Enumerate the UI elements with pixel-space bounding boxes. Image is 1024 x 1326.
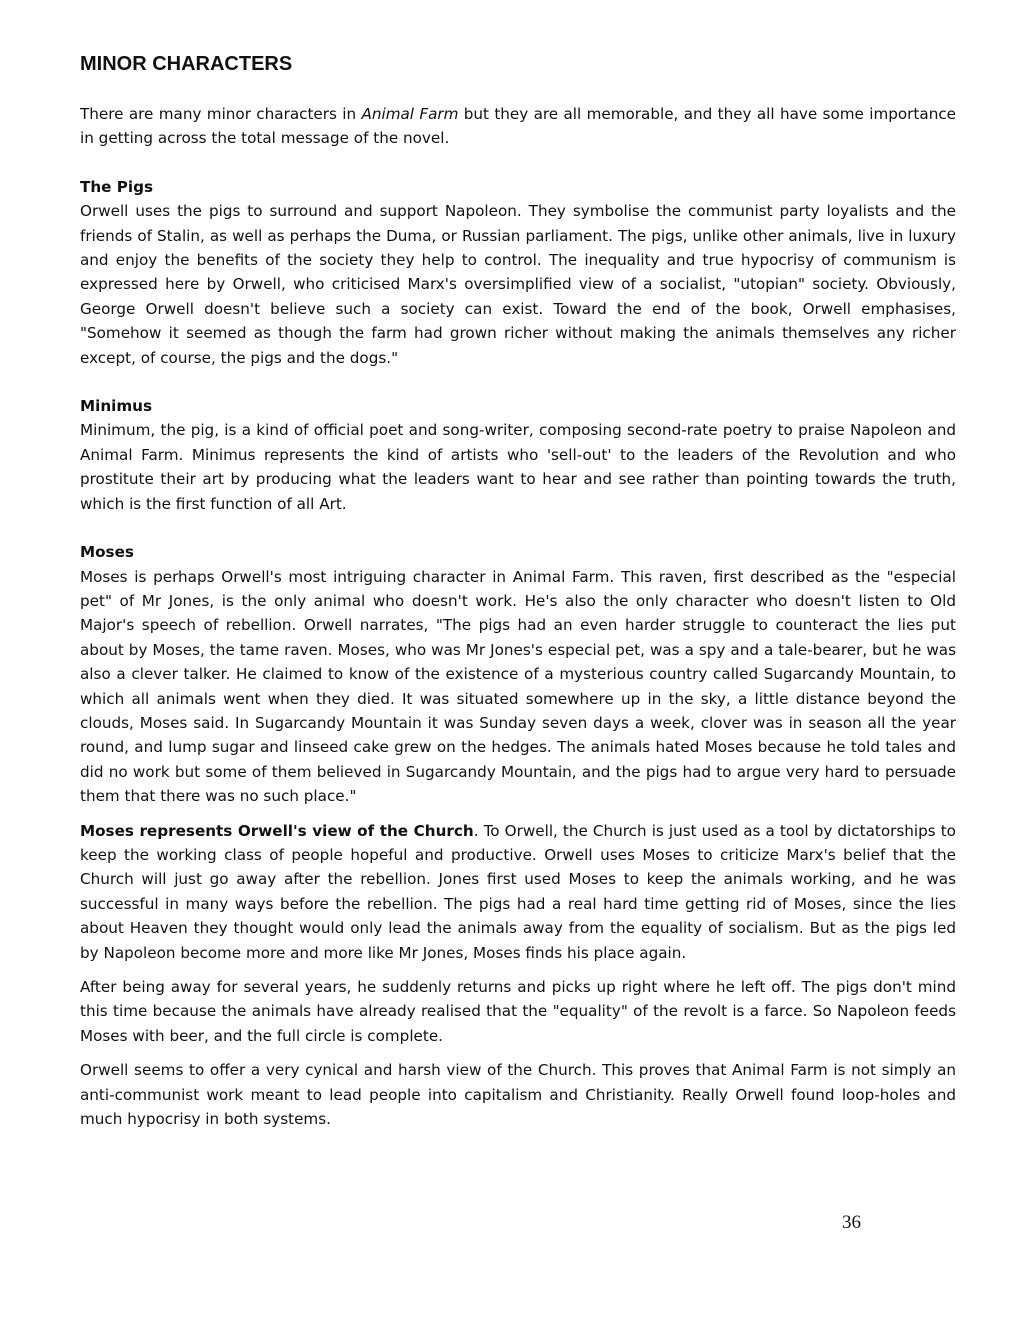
section-heading-minimus: Minimus [80,397,153,416]
moses-church-lead: Moses represents Orwell's view of the Church [80,821,474,840]
page-title: MINOR CHARACTERS [80,53,293,75]
intro-text-end: but they are all memorable, and they all have some importance in getting across the total message of the novel. [80,105,957,148]
moses-cynical-paragraph: Orwell seems to offer a very cynical and harsh view of the Church. This proves that Animal Farm is not simply an anti-communist work meant to lead people into capitalism and Christianity. Really Orwell found loop-holes and much hypocrisy in both systems. [80,1061,956,1129]
moses-return-paragraph: After being away for several years, he suddenly returns and picks up right where he left off. The pigs don't mind this time because the animals have already realised that the "equality" of the revolt is a farce. So Napoleon feeds Moses with beer, and the full circle is complete. [80,978,956,1045]
document-page [80,52,956,1131]
section-text-pigs: Orwell uses the pigs to surround and support Napoleon. They symbolise the communist party loyalists and the friends of Stalin, as well as perhaps the Duma, or Russian parliament. The pigs, unlike other animals, live in luxury and enjoy the benefits of the society they help to control. The inequality and true hypocrisy of communism is expressed here by Orwell, who criticised Marx's oversimplified view of a socialist, "utopian" society. Obviously, George Orwell doesn't believe such a society can exist. Toward the end of the book, Orwell emphasises, "Somehow it seemed as though the farm had grown richer without making the animals themselves any richer except, of course, the pigs and the dogs." [80,202,956,367]
page-number: 36 [842,1212,861,1233]
section-heading-moses: Moses [80,543,134,562]
intro-book-title: Animal Farm [361,105,459,123]
moses-church-text: . To Orwell, the Church is just used as a tool by dictatorships to keep the working class of people hopeful and productive. Orwell uses Moses to criticize Marx's belief that the Church will just go away after the rebellion. Jones first used Moses to keep the animals working, and he was successful in many ways before the rebellion. The pigs had a real hard time getting rid of Moses, since the lies about Heaven they thought would only lead the animals away from the equality of socialism. But as the pigs led by Napoleon become more and more like Mr Jones, Moses finds his place again. [80,821,956,962]
section-text-minimus: Minimum, the pig, is a kind of official poet and song-writer, composing second-rate poetry to praise Napoleon and Animal Farm. Minimus represents the kind of artists who 'sell-out' to the leaders of the Revolution and who prostitute their art by producing what the leaders want to hear and see rather than pointing towards the truth, which is the first function of all Art. [80,421,956,513]
section-text-moses: Moses is perhaps Orwell's most intriguing character in Animal Farm. This raven, first described as the "especial pet" of Mr Jones, is the only animal who doesn't work. He's also the only character who doesn't listen to Old Major's speech of rebellion. Orwell narrates, "The pigs had an even harder struggle to counteract the lies put about by Moses, the tame raven. Moses, who was Mr Jones's especial pet, was a spy and a tale-bearer, but he was also a clever talker. He claimed to know of the existence of a mysterious country called Sugarcandy Mountain, to which all animals went when they died. It was situated somewhere up in the sky, a little distance beyond the clouds, Moses said. In Sugarcandy Mountain it was Sunday seven days a week, clover was in season all the year round, and lump sugar and linseed cake grew on the hedges. The animals hated Moses because he told tales and did no work but some of them believed in Sugarcandy Mountain, and the pigs had to argue very hard to persuade them that there was no such place." [80,567,956,806]
intro-text-start: There are many minor characters in [80,105,362,123]
section-heading-pigs: The Pigs [80,177,154,196]
moses-church-paragraph [80,819,956,965]
intro-paragraph [80,102,956,151]
